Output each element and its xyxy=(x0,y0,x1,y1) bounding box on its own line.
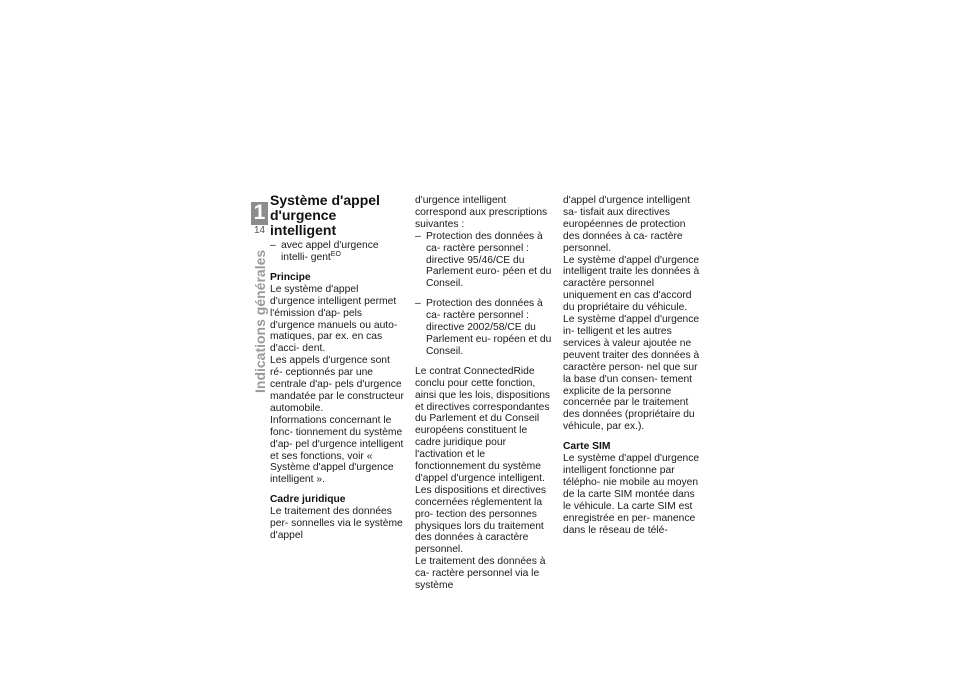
bullet-item: – Protection des données à ca- ractère personnel : directive 95/46/CE du Parlement euro- péen et du Conseil. xyxy=(415,231,552,291)
column-1 xyxy=(270,193,405,542)
paragraph: Le système d'appel d'urgence in- telligent et les autres services à valeur ajoutée ne peuvent traiter des données à caractère person- nel que sur la base d'un consen- tement explicite de la personne concernée par le traitement des données (propriétaire du véhicule, par ex.). xyxy=(563,314,700,433)
paragraph: Le système d'appel d'urgence intelligent fonctionne par télépho- nie mobile au moyen de la carte SIM montée dans le véhicule. La carte SIM est enregistrée en per- manence dans le réseau de télé- xyxy=(563,453,700,536)
paragraph: Le système d'appel d'urgence intelligent permet l'émission d'ap- pels d'urgence manuels ou auto- matiques, par ex. en cas d'acci- dent. xyxy=(270,283,398,355)
paragraph: Les dispositions et directives concernées réglementent la pro- tection des personnes physiques lors du traitement des données à caractère personnel. xyxy=(415,484,547,556)
paragraph: Informations concernant le fonc- tionnement du système d'ap- pel d'urgence intelligent et ses fonctions, voir « Système d'appel d'urgence intelligent ». xyxy=(270,414,404,486)
equipment-code: EO xyxy=(330,250,341,258)
bullet-item: – Protection des données à ca- ractère personnel : directive 2002/58/CE du Parlement eu- ropéen et du Conseil. xyxy=(415,298,552,358)
section-title-vertical: Indications générales xyxy=(252,249,268,393)
chapter-tab xyxy=(251,202,268,235)
column-2 xyxy=(415,195,552,592)
heading-cadre-juridique: Cadre juridique xyxy=(270,494,346,506)
chapter-number: 1 xyxy=(253,201,266,224)
paragraph: d'appel d'urgence intelligent sa- tisfait aux directives européennes de protection des données à ca- ractère personnel. xyxy=(563,195,691,254)
heading-principe: Principe xyxy=(270,271,311,283)
page-title: Système d'appel d'urgence intelligent xyxy=(270,192,380,238)
paragraph: Les appels d'urgence sont ré- ceptionnés par une centrale d'ap- pels d'urgence mandatée par le constructeur automobile. xyxy=(270,355,404,414)
paragraph: Le traitement des données per- sonnelles via le système d'appel xyxy=(270,506,403,542)
paragraph: Le système d'appel d'urgence intelligent traite les données à caractère personnel uniquement en cas d'accord du propriétaire du véhicule. xyxy=(563,254,700,314)
paragraph: d'urgence intelligent correspond aux prescriptions suivantes : xyxy=(415,195,548,230)
equipment-note-text: avec appel d'urgence intelli- gent xyxy=(281,240,379,263)
paragraph: Le traitement des données à ca- ractère personnel via le système xyxy=(415,556,546,592)
equipment-note xyxy=(270,240,405,264)
column-3 xyxy=(563,195,701,536)
page-number: 14 xyxy=(251,225,268,236)
heading-carte-sim: Carte SIM xyxy=(563,441,611,453)
paragraph: Le contrat ConnectedRide conclu pour cette fonction, ainsi que les lois, dispositions et directives correspondantes du Parlement et du Conseil européens constituent le cadre juridique pour l'activation et le fonctionnement du système d'appel d'urgence intelligent. xyxy=(415,365,551,484)
